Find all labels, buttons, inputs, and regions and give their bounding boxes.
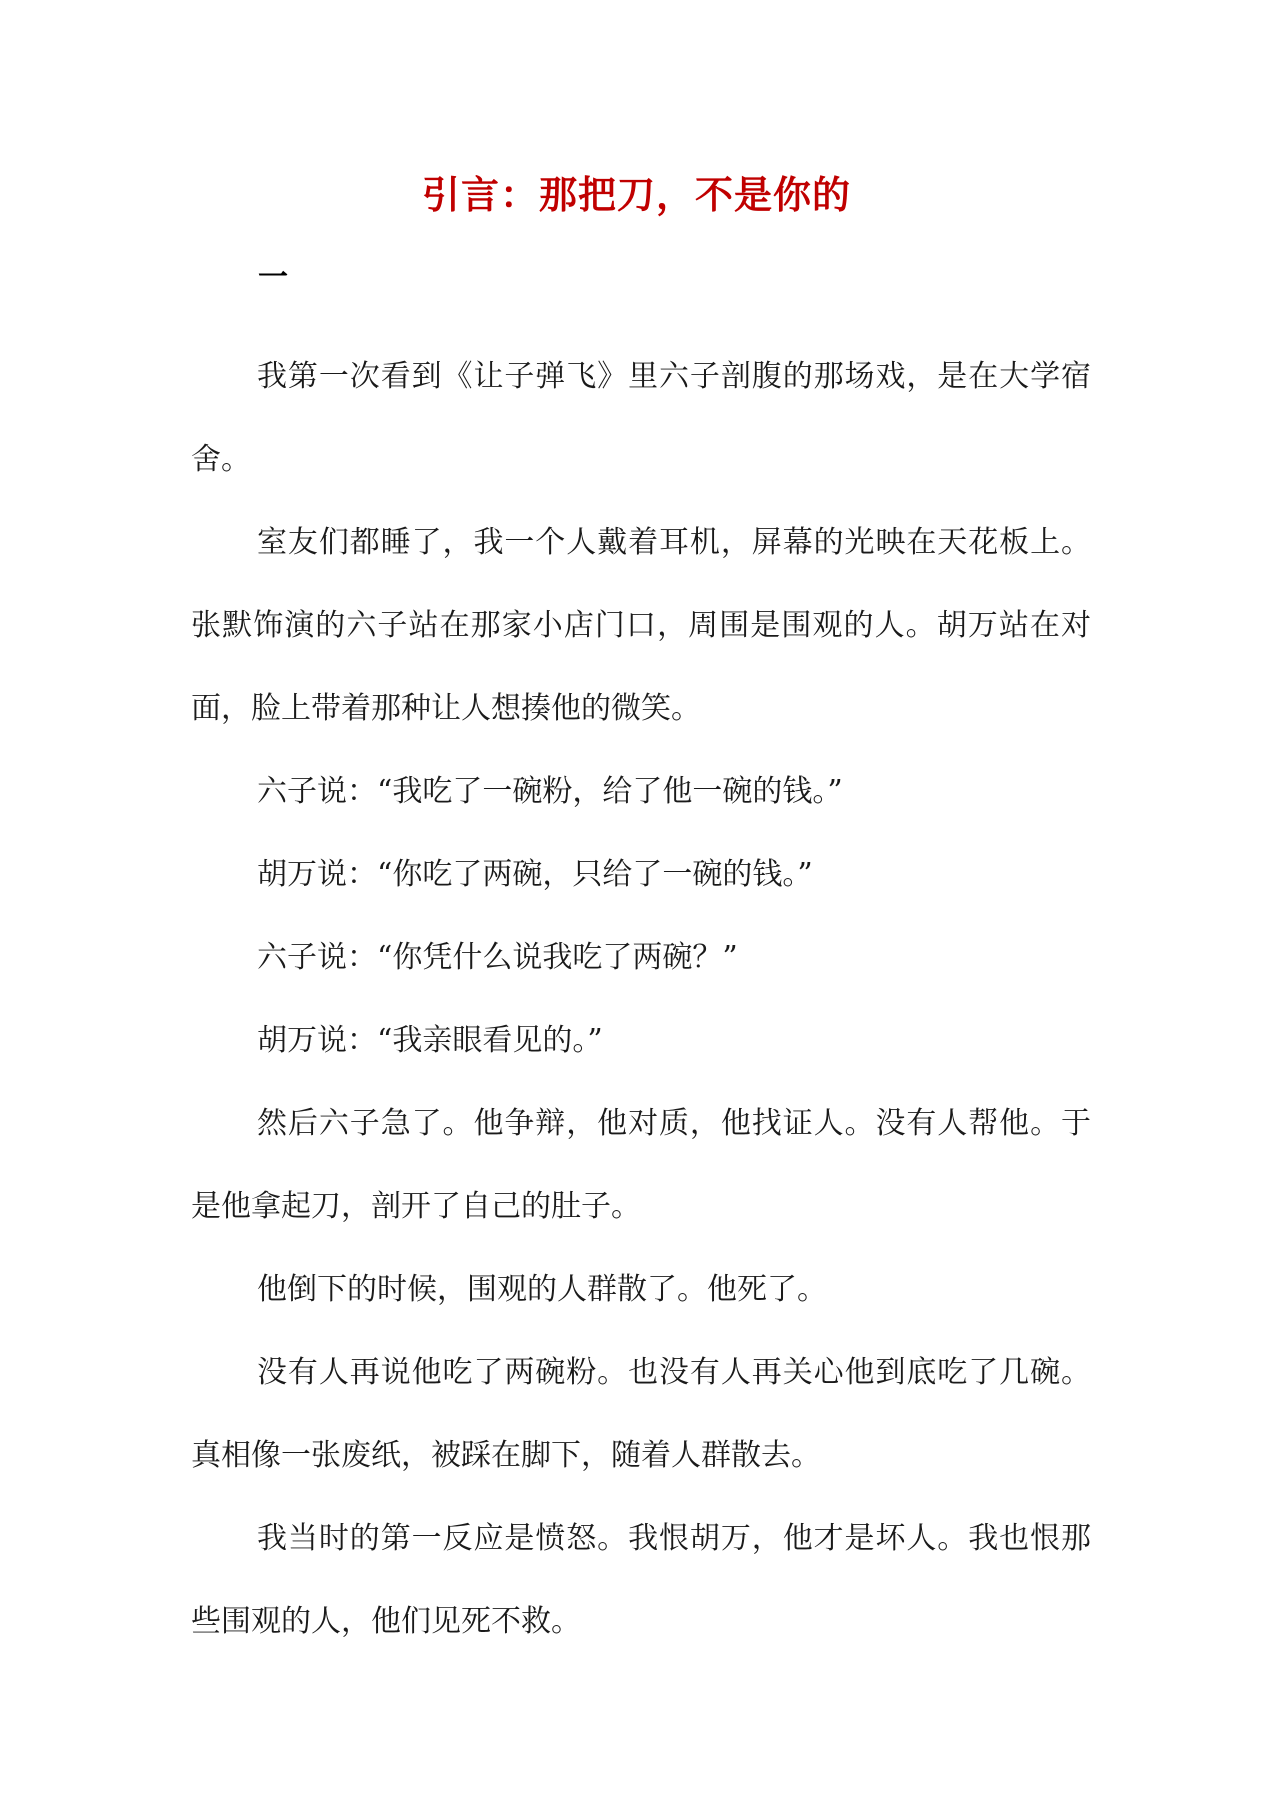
paragraph: 没有人再说他吃了两碗粉。也没有人再关心他到底吃了几碗。真相像一张废纸，被踩在脚下，随着人群散去。: [191, 1355, 1091, 1473]
paragraph: 胡万说：“我亲眼看见的。”: [257, 1023, 603, 1058]
paragraph: 他倒下的时候，围观的人群散了。他死了。: [257, 1272, 827, 1307]
paragraph: 六子说：“你凭什么说我吃了两碗？”: [257, 940, 738, 975]
paragraph: 六子说：“我吃了一碗粉，给了他一碗的钱。”: [257, 774, 843, 809]
paragraph: 我当时的第一反应是愤怒。我恨胡万，他才是坏人。我也恨那些围观的人，他们见死不救。: [191, 1521, 1091, 1639]
paragraph: 室友们都睡了，我一个人戴着耳机，屏幕的光映在天花板上。张默饰演的六子站在那家小店门口，周围是围观的人。胡万站在对面，脸上带着那种让人想揍他的微笑。: [191, 525, 1091, 726]
body-text: [191, 335, 1091, 1663]
paragraph: 胡万说：“你吃了两碗，只给了一碗的钱。”: [257, 857, 813, 892]
section-marker: 一: [258, 260, 288, 295]
paragraph: 然后六子急了。他争辩，他对质，他找证人。没有人帮他。于是他拿起刀，剖开了自己的肚子。: [191, 1106, 1091, 1224]
chapter-title: 引言：那把刀，不是你的: [421, 172, 851, 217]
paragraph: 我第一次看到《让子弹飞》里六子剖腹的那场戏，是在大学宿舍。: [191, 359, 1091, 477]
